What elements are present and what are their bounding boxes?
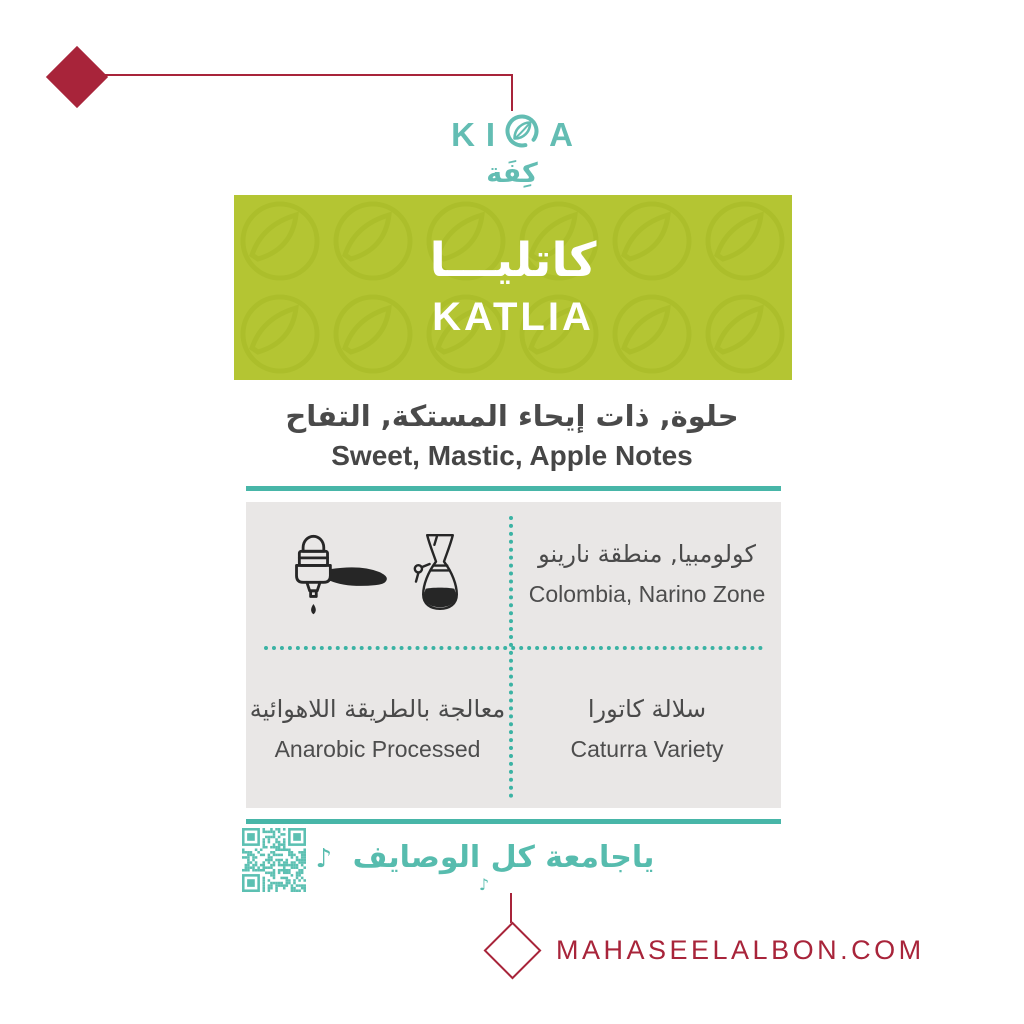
qr-code [242, 828, 306, 892]
process-cell [246, 650, 509, 808]
flavor-notes-arabic: حلوة, ذات إيحاء المستكة, التفاح [285, 399, 739, 433]
brew-methods-cell [246, 502, 509, 646]
ornament-line-horizontal [104, 74, 512, 76]
origin-cell [513, 502, 781, 646]
flavor-notes-english: Sweet, Mastic, Apple Notes [331, 440, 693, 471]
brand-logo [0, 113, 1024, 189]
process-english: Anarobic Processed [274, 736, 481, 762]
product-name-latin: KATLIA [432, 295, 594, 340]
variety-english: Caturra Variety [570, 736, 724, 762]
footer-ornament-line [510, 893, 512, 923]
tagline-arabic: ياجامعة كل الوصايف [352, 840, 655, 875]
divider-bottom [246, 819, 781, 824]
product-banner [234, 195, 792, 380]
website-url: MAHASEELALBON.COM [556, 935, 925, 965]
leaf-in-circle-icon [504, 113, 540, 157]
chemex-icon [408, 527, 472, 622]
music-note-icon: ♪ [315, 844, 333, 874]
origin-english: Colombia, Narino Zone [528, 581, 766, 607]
music-note-small-icon: ♪ [478, 875, 490, 894]
flavor-notes [0, 399, 1024, 472]
origin-arabic: كولومبيا, منطقة نارينو [538, 540, 756, 568]
logo-text-right: A [549, 116, 573, 153]
red-diamond-icon [46, 46, 108, 108]
logo-text-left: KI [451, 116, 507, 153]
process-arabic: معالجة بالطريقة اللاهوائية [249, 695, 506, 723]
ornament-line-vertical [511, 74, 513, 111]
tagline [310, 840, 660, 910]
variety-cell [513, 650, 781, 808]
product-name-arabic: كاتليـــا [429, 232, 597, 288]
details-panel [246, 502, 781, 808]
brand-logo-arabic: كِفَة [486, 158, 538, 189]
divider-top [246, 486, 781, 491]
variety-arabic: سلالة كاتورا [587, 695, 707, 723]
portafilter-icon [284, 525, 388, 624]
red-diamond-outline-icon [484, 922, 542, 980]
brand-logo-latin [451, 113, 573, 157]
